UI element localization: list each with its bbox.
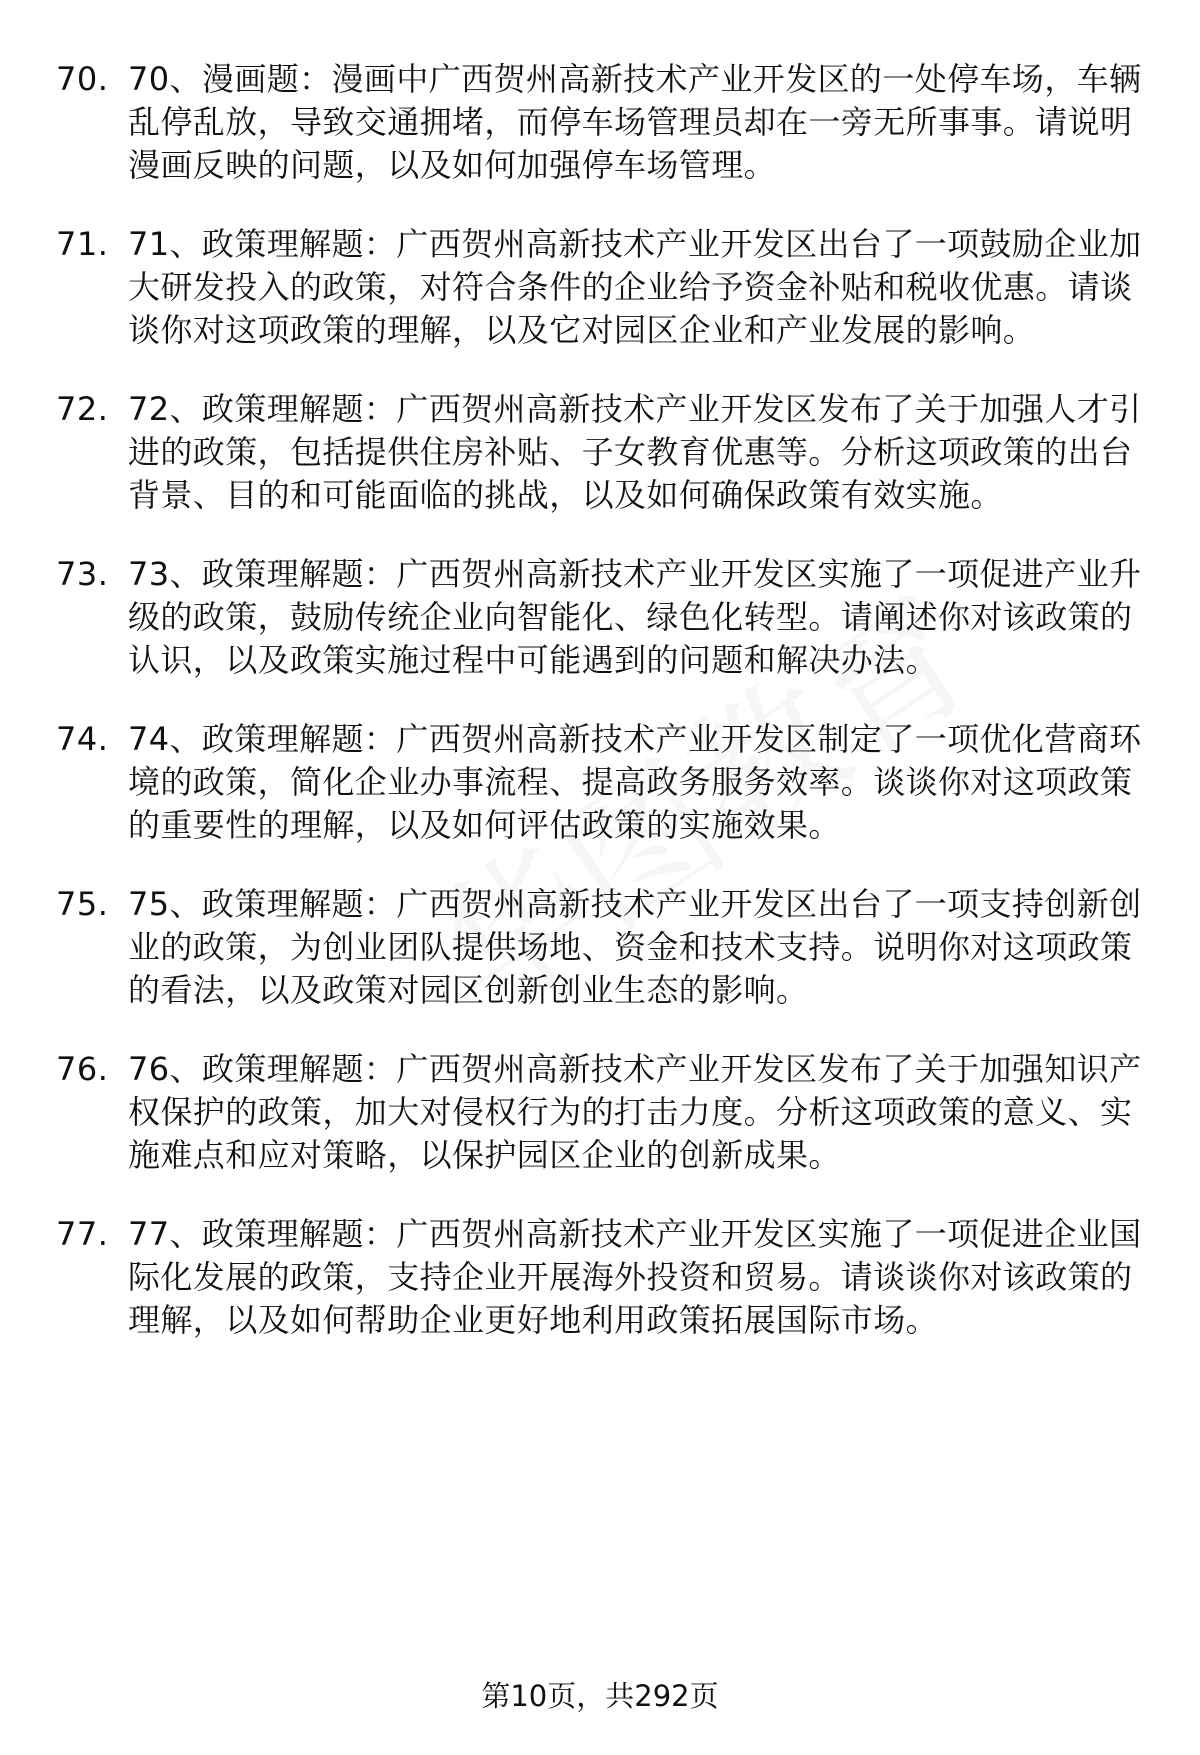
- page-number: 第10页，共292页: [481, 1679, 719, 1713]
- list-item: [56, 553, 1146, 682]
- question-number: 74.: [56, 720, 109, 758]
- list-item: [56, 58, 1146, 187]
- question-text: 71、政策理解题：广西贺州高新技术产业开发区出台了一项鼓励企业加大研发投入的政策，对符合条件的企业给予资金补贴和税收优惠。请谈谈你对这项政策的理解，以及它对园区企业和产业发展的影响。: [128, 225, 1142, 349]
- list-item: [56, 1048, 1146, 1177]
- question-text: 73、政策理解题：广西贺州高新技术产业开发区实施了一项促进产业升级的政策，鼓励传统企业向智能化、绿色化转型。请阐述你对该政策的认识，以及政策实施过程中可能遇到的问题和解决办法。: [128, 555, 1142, 679]
- question-list: [56, 58, 1146, 1378]
- question-text: 74、政策理解题：广西贺州高新技术产业开发区制定了一项优化营商环境的政策，简化企业办事流程、提高政务服务效率。谈谈你对这项政策的重要性的理解，以及如何评估政策的实施效果。: [128, 720, 1142, 844]
- list-item: [56, 883, 1146, 1012]
- question-text: 70、漫画题：漫画中广西贺州高新技术产业开发区的一处停车场，车辆乱停乱放，导致交通拥堵，而停车场管理员却在一旁无所事事。请说明漫画反映的问题，以及如何加强停车场管理。: [128, 60, 1142, 184]
- question-text: 72、政策理解题：广西贺州高新技术产业开发区发布了关于加强人才引进的政策，包括提供住房补贴、子女教育优惠等。分析这项政策的出台背景、目的和可能面临的挑战，以及如何确保政策有效实施。: [128, 390, 1142, 514]
- question-number: 77.: [56, 1215, 109, 1253]
- question-text: 76、政策理解题：广西贺州高新技术产业开发区发布了关于加强知识产权保护的政策，加大对侵权行为的打击力度。分析这项政策的意义、实施难点和应对策略，以保护园区企业的创新成果。: [128, 1050, 1142, 1174]
- question-number: 73.: [56, 555, 109, 593]
- question-number: 75.: [56, 885, 109, 923]
- list-item: [56, 1213, 1146, 1342]
- question-number: 70.: [56, 60, 109, 98]
- question-number: 76.: [56, 1050, 109, 1088]
- list-item: [56, 718, 1146, 847]
- question-text: 77、政策理解题：广西贺州高新技术产业开发区实施了一项促进企业国际化发展的政策，支持企业开展海外投资和贸易。请谈谈你对该政策的理解，以及如何帮助企业更好地利用政策拓展国际市场。: [128, 1215, 1142, 1339]
- list-item: [56, 388, 1146, 517]
- list-item: [56, 223, 1146, 352]
- question-number: 71.: [56, 225, 109, 263]
- question-text: 75、政策理解题：广西贺州高新技术产业开发区出台了一项支持创新创业的政策，为创业团队提供场地、资金和技术支持。说明你对这项政策的看法，以及政策对园区创新创业生态的影响。: [128, 885, 1142, 1009]
- question-number: 72.: [56, 390, 109, 428]
